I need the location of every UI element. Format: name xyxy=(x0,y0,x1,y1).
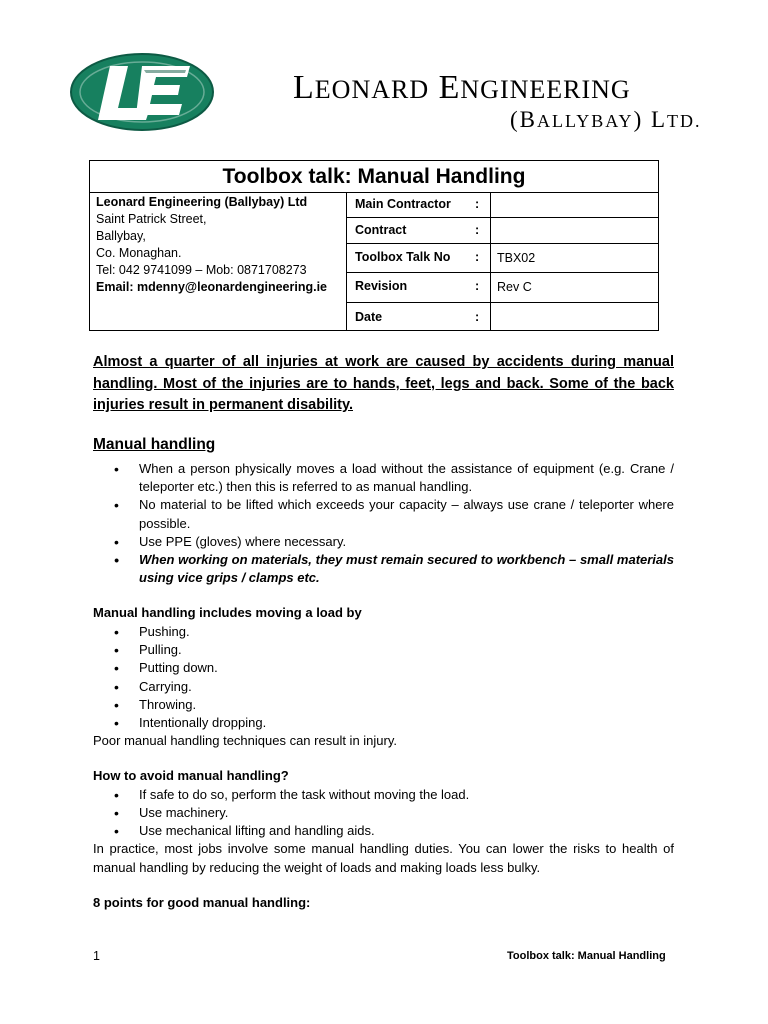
list-item: • When working on materials, they must remain secured to workbench – small materials using vice grips / clamps etc. xyxy=(93,551,674,587)
points-heading: 8 points for good manual handling: xyxy=(93,895,311,910)
document-title: Toolbox talk: Manual Handling xyxy=(90,161,658,193)
footer-title: Toolbox talk: Manual Handling xyxy=(507,950,666,962)
manual-handling-list xyxy=(93,460,674,587)
address-phone: Tel: 042 9741099 – Mob: 0871708273 xyxy=(96,263,307,277)
main-contractor-value xyxy=(490,193,658,217)
list-item: • If safe to do so, perform the task without moving the load. xyxy=(93,786,469,804)
list-item: • When a person physically moves a load without the assistance of equipment (e.g. Crane / teleporter etc.) then this is referred to as manual handling. xyxy=(93,460,674,496)
field-date: Date : xyxy=(347,303,658,330)
manual-handling-heading: Manual handling xyxy=(93,436,216,453)
list-item: • Intentionally dropping. xyxy=(93,714,266,732)
list-item: • Carrying. xyxy=(93,678,266,696)
list-item: • Throwing. xyxy=(93,696,266,714)
intro-warning: Almost a quarter of all injuries at work are caused by accidents during manual handling. Most of the injuries are to hands, feet, legs and back. Some of the back injuries result in permanent disability. xyxy=(93,354,674,413)
avoid-heading: How to avoid manual handling? xyxy=(93,768,289,783)
list-item: • Use PPE (gloves) where necessary. xyxy=(93,533,674,551)
field-contract: Contract : xyxy=(347,218,658,244)
address-town: Ballybay, xyxy=(96,229,146,243)
page-number: 1 xyxy=(93,949,100,963)
list-item: • Putting down. xyxy=(93,659,266,677)
list-item: • Use machinery. xyxy=(93,804,469,822)
address-street: Saint Patrick Street, xyxy=(96,212,207,226)
company-name: LEONARD ENGINEERING xyxy=(293,69,631,106)
header-table xyxy=(89,160,659,331)
address-company: Leonard Engineering (Ballybay) Ltd xyxy=(96,195,308,209)
company-logo-icon xyxy=(70,52,215,132)
toolbox-talk-no-value: TBX02 xyxy=(490,244,658,272)
address-block xyxy=(90,193,347,330)
includes-heading: Manual handling includes moving a load by xyxy=(93,605,362,620)
field-main-contractor: Main Contractor : xyxy=(347,193,658,218)
field-toolbox-talk-no: Toolbox Talk No : TBX02 xyxy=(347,244,658,273)
list-item: • Use mechanical lifting and handling aids. xyxy=(93,822,469,840)
includes-list xyxy=(93,623,266,732)
includes-note: Poor manual handling techniques can result in injury. xyxy=(93,733,397,748)
avoid-list xyxy=(93,786,469,841)
address-county: Co. Monaghan. xyxy=(96,246,182,260)
list-item: • No material to be lifted which exceeds your capacity – always use crane / teleporter where possible. xyxy=(93,496,674,532)
address-email: Email: mdenny@leonardengineering.ie xyxy=(96,280,327,294)
company-subtitle: (BALLYBAY) LTD. xyxy=(510,107,702,132)
avoid-paragraph: In practice, most jobs involve some manual handling duties. You can lower the risks to health of manual handling by reducing the weight of loads and making loads less bulky. xyxy=(93,841,674,875)
date-value xyxy=(490,303,658,330)
field-revision: Revision : Rev C xyxy=(347,273,658,303)
revision-value: Rev C xyxy=(490,273,658,302)
list-item: • Pushing. xyxy=(93,623,266,641)
list-item: • Pulling. xyxy=(93,641,266,659)
contract-value xyxy=(490,218,658,243)
